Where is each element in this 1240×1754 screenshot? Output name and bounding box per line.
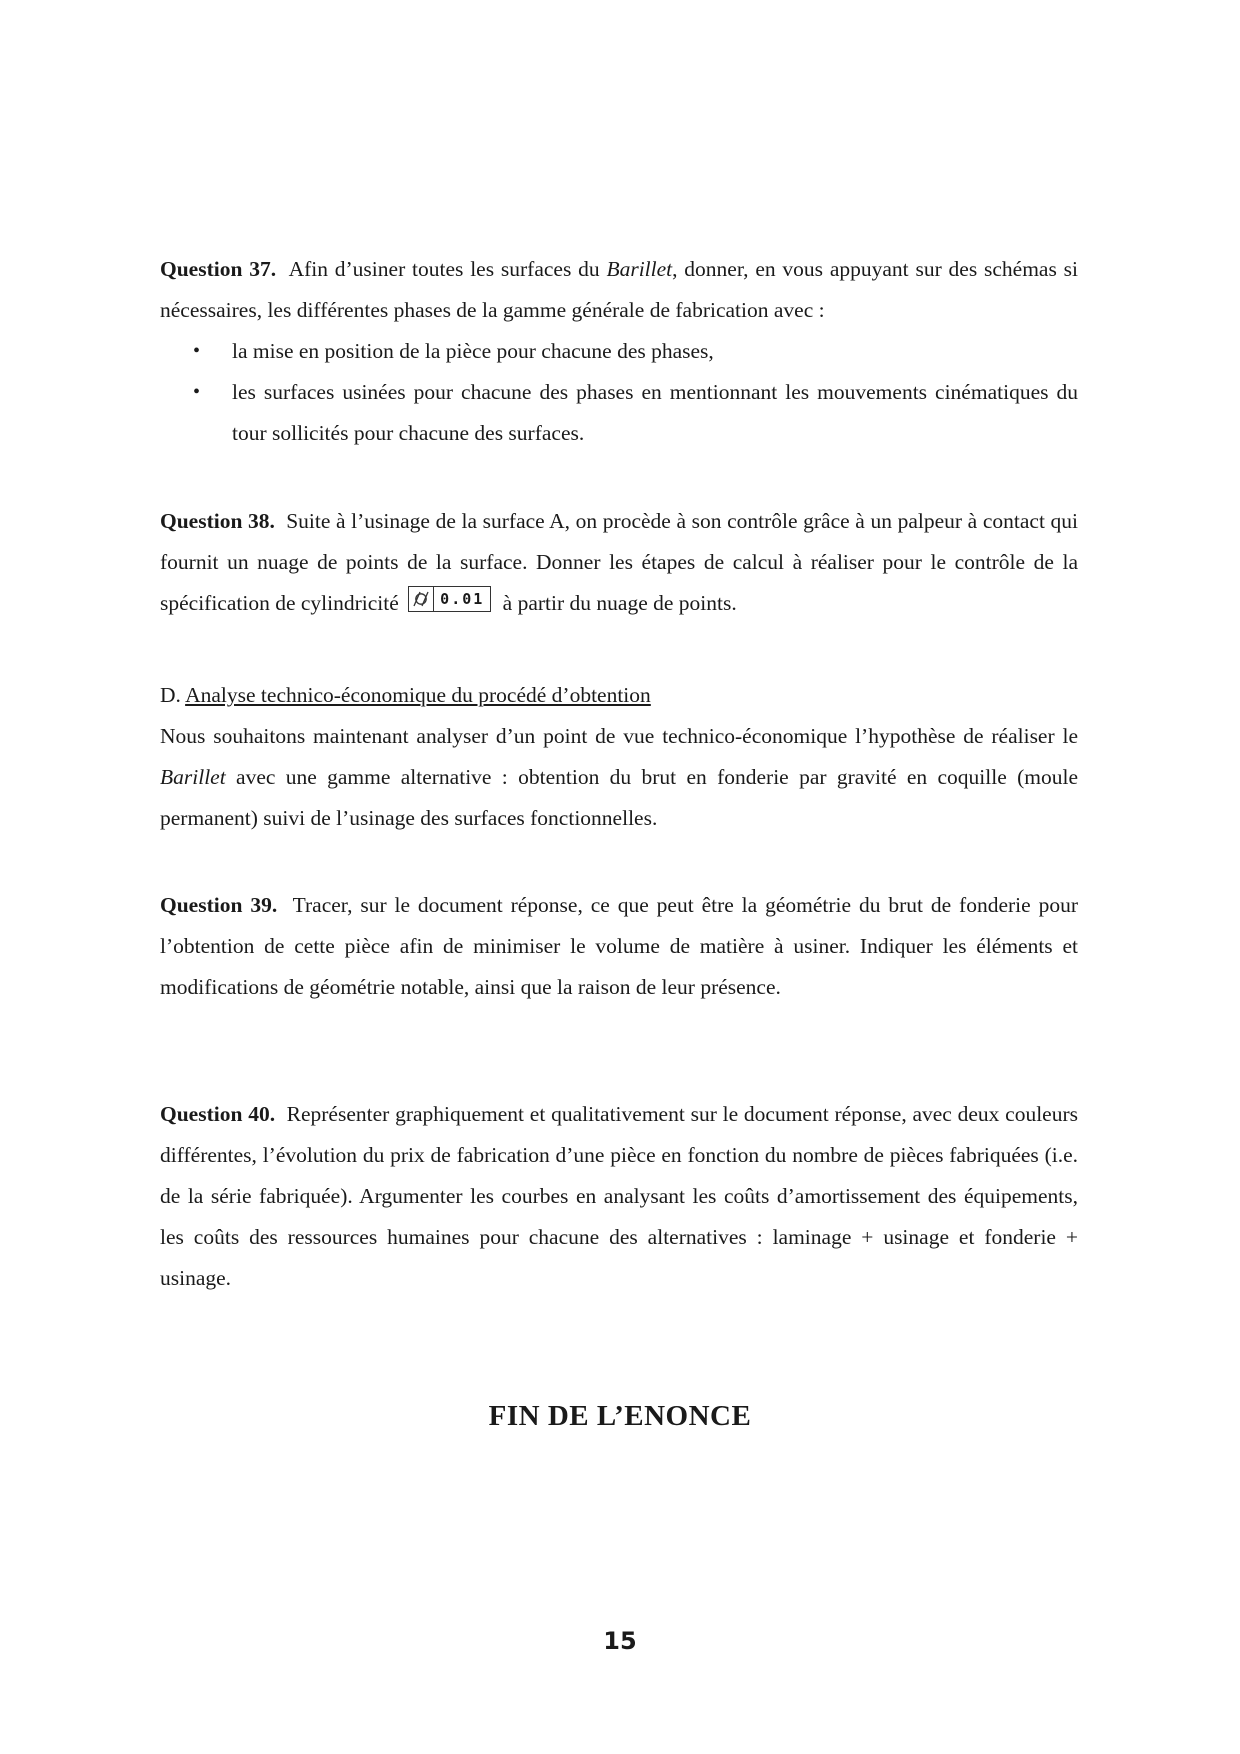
section-d-title: Analyse technico-économique du procédé d’obtention xyxy=(185,683,651,707)
question-37-text-a: Afin d’usiner toutes les surfaces du xyxy=(288,257,600,281)
section-d-text-b: avec une gamme alternative : obtention du brut en fonderie par gravité en coquille (moule permanent) suivi de l’usinage des surfaces fonctionnelles. xyxy=(160,765,1079,830)
question-37-text-b: , donner, en vous appuyant sur des schémas si nécessaires, les différentes phases de la gamme générale de fabrication avec : xyxy=(160,257,1078,322)
question-37-label: Question 37. xyxy=(160,257,277,281)
question-39-text: Tracer, sur le document réponse, ce que peut être la géométrie du brut de fonderie pour l’obtention de cette pièce afin de minimiser le volume de matière à usiner. Indiquer les éléments et modifications de géométrie notable, ainsi que la raison de leur présence. xyxy=(160,893,1078,999)
cylindricity-icon xyxy=(409,587,434,611)
question-38-text-b: à partir du nuage de points. xyxy=(502,591,737,615)
section-d-paragraph xyxy=(160,716,1078,839)
question-39-label: Question 39. xyxy=(160,893,278,917)
list-item: • les surfaces usinées pour chacune des phases en mentionnant les mouvements cinématiques du tour sollicités pour chacune des surfaces. xyxy=(160,372,1078,454)
page-number: 15 xyxy=(603,1627,637,1655)
tolerance-value: 0.01 xyxy=(440,590,485,608)
question-38-text-a: Suite à l’usinage de la surface A, on procède à son contrôle grâce à un palpeur à contact qui fournit un nuage de points de la surface. Donner les étapes de calcul à réaliser pour le contrôle de la spécification de cylindricité xyxy=(160,509,1079,615)
question-37-barillet: Barillet xyxy=(606,257,673,281)
question-37-bullet-list xyxy=(160,331,1078,454)
question-38-label: Question 38. xyxy=(160,509,275,533)
question-38 xyxy=(160,501,1078,624)
list-item: • la mise en position de la pièce pour chacune des phases, xyxy=(160,331,1078,372)
question-40-text: Représenter graphiquement et qualitativement sur le document réponse, avec deux couleurs différentes, l’évolution du prix de fabrication d’une pièce en fonction du nombre de pièces fabriquées (i.e. de la série fabriquée). Argumenter les courbes en analysant les coûts d’amortissement des équipements, les coûts des ressources humaines pour chacune des alternatives : laminage + usinage et fonderie + usinage. xyxy=(160,1102,1079,1290)
section-d-heading xyxy=(160,675,1078,716)
cylindricity-tolerance-frame xyxy=(408,586,491,612)
question-40-label: Question 40. xyxy=(160,1102,276,1126)
section-d-barillet: Barillet xyxy=(160,765,226,789)
question-37 xyxy=(160,249,1078,454)
section-d-prefix: D. xyxy=(160,683,181,707)
section-d xyxy=(160,675,1078,839)
section-d-text-a: Nous souhaitons maintenant analyser d’un point de vue technico-économique l’hypothèse de réaliser le xyxy=(160,724,1078,748)
question-40 xyxy=(160,1094,1078,1299)
question-39 xyxy=(160,885,1078,1008)
end-title: FIN DE L’ENONCE xyxy=(488,1400,752,1432)
